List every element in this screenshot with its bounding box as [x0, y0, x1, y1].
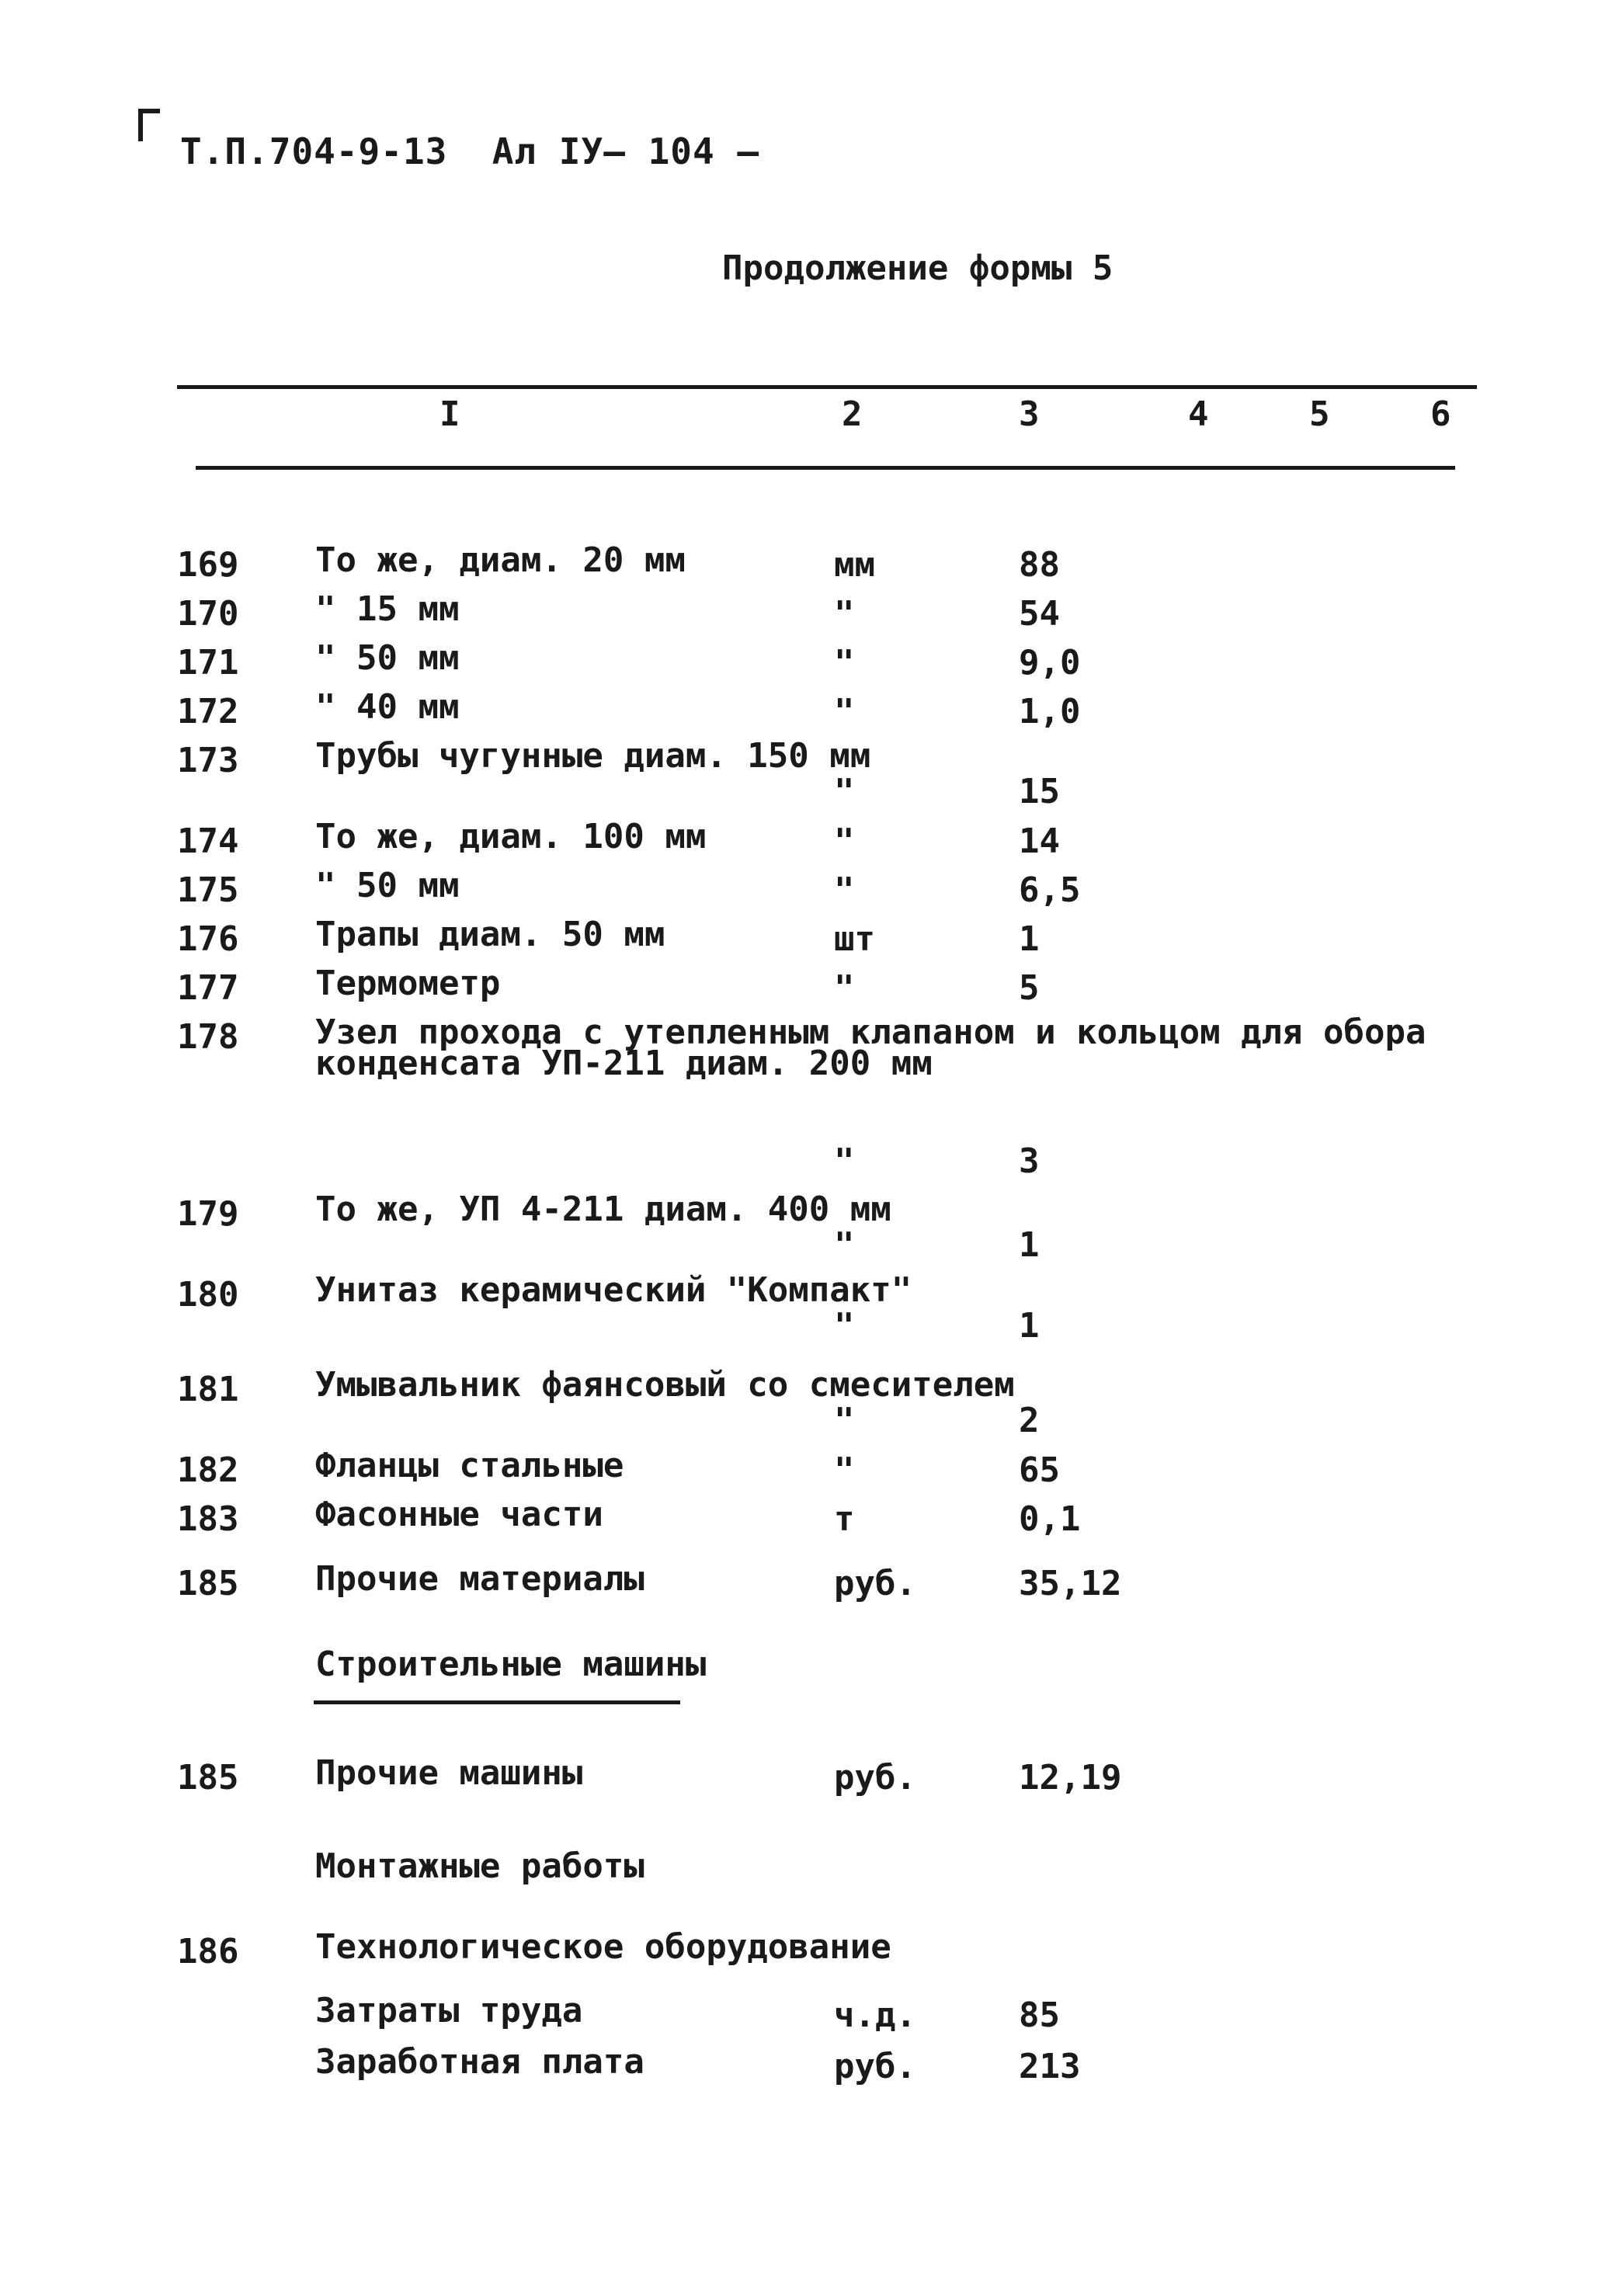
row-number: 183 [177, 1499, 239, 1539]
row-number: 182 [177, 1450, 239, 1490]
row-unit: " [834, 772, 855, 811]
row-name: Узел прохода с утепленным клапаном и кольцом для обора конденсата УП-211 диам. 200 мм [315, 1013, 1426, 1083]
row-quantity: 35,12 [1019, 1564, 1122, 1603]
row-unit: " [834, 870, 855, 910]
row-name: Умывальник фаянсовый со смесителем [315, 1365, 1015, 1405]
row-quantity: 15 [1019, 772, 1060, 811]
row-name: То же, диам. 20 мм [315, 540, 686, 580]
row-quantity: 2 [1019, 1401, 1040, 1440]
row-unit: ч.д. [834, 1996, 916, 2035]
row-name: То же, УП 4-211 диам. 400 мм [315, 1190, 891, 1229]
row-quantity: 88 [1019, 545, 1060, 585]
row-unit: мм [834, 545, 875, 585]
section-title-installation: Монтажные работы [315, 1846, 644, 1886]
row-unit: " [834, 594, 855, 634]
row-unit: шт [834, 919, 875, 959]
row-number: 171 [177, 643, 239, 683]
row-unit: " [834, 968, 855, 1008]
row-name: То же, диам. 100 мм [315, 817, 707, 856]
row-unit: " [834, 1306, 855, 1346]
row-quantity: 85 [1019, 1996, 1060, 2035]
row-unit: " [834, 1401, 855, 1440]
row-quantity: 9,0 [1019, 643, 1081, 683]
column-header-6: 6 [1430, 394, 1451, 434]
row-number: 185 [177, 1758, 239, 1798]
row-unit: " [834, 1141, 855, 1181]
row-name: Трапы диам. 50 мм [315, 915, 665, 954]
row-unit: т [834, 1499, 855, 1539]
row-number: 178 [177, 1017, 239, 1057]
row-unit: " [834, 821, 855, 861]
row-number: 181 [177, 1370, 239, 1409]
column-header-2: 2 [842, 394, 863, 434]
row-quantity: 3 [1019, 1141, 1040, 1181]
row-name: Фасонные части [315, 1495, 603, 1534]
row-unit: " [834, 1450, 855, 1490]
section-underline [314, 1700, 680, 1704]
row-name: Технологическое оборудование [315, 1927, 891, 1967]
table-top-rule [177, 385, 1477, 389]
row-number: 170 [177, 594, 239, 634]
row-quantity: 1 [1019, 1306, 1040, 1346]
row-quantity: 14 [1019, 821, 1060, 861]
row-name: Прочие материалы [315, 1559, 644, 1599]
row-number: 174 [177, 821, 239, 861]
row-unit: " [834, 1225, 855, 1265]
row-name: " 15 мм [315, 589, 460, 629]
row-quantity: 0,1 [1019, 1499, 1081, 1539]
column-header-1: I [439, 394, 460, 434]
row-number: 172 [177, 692, 239, 731]
row-quantity: 1 [1019, 919, 1040, 959]
row-unit: " [834, 692, 855, 731]
row-quantity: 213 [1019, 2047, 1081, 2086]
row-name: " 50 мм [315, 638, 460, 678]
row-unit: руб. [834, 2047, 916, 2086]
form-subtitle: Продолжение формы 5 [722, 248, 1113, 288]
row-name: Термометр [315, 964, 501, 1003]
row-quantity: 1,0 [1019, 692, 1081, 731]
row-number: 173 [177, 741, 239, 780]
document-code: Т.П.704-9-13 Ал IУ— 104 — [180, 130, 760, 172]
column-header-3: 3 [1019, 394, 1040, 434]
row-number: 186 [177, 1932, 239, 1971]
row-number: 176 [177, 919, 239, 959]
row-number: 180 [177, 1275, 239, 1315]
row-number: 179 [177, 1194, 239, 1234]
section-title-machines: Строительные машины [315, 1645, 707, 1684]
row-name: Унитаз керамический "Компакт" [315, 1270, 912, 1310]
row-quantity: 54 [1019, 594, 1060, 634]
row-number: 175 [177, 870, 239, 910]
row-name: " 40 мм [315, 687, 460, 727]
corner-mark [138, 109, 160, 141]
row-unit: руб. [834, 1758, 916, 1798]
row-unit: " [834, 643, 855, 683]
table-header-rule [196, 466, 1455, 470]
row-number: 177 [177, 968, 239, 1008]
row-quantity: 65 [1019, 1450, 1060, 1490]
row-name: Затраты труда [315, 1991, 583, 2030]
row-quantity: 5 [1019, 968, 1040, 1008]
row-number: 185 [177, 1564, 239, 1603]
row-quantity: 1 [1019, 1225, 1040, 1265]
row-quantity: 6,5 [1019, 870, 1081, 910]
row-name: Фланцы стальные [315, 1446, 624, 1485]
row-name: Трубы чугунные диам. 150 мм [315, 736, 871, 776]
row-quantity: 12,19 [1019, 1758, 1122, 1798]
row-unit: руб. [834, 1564, 916, 1603]
row-name: Заработная плата [315, 2042, 644, 2082]
column-header-5: 5 [1309, 394, 1330, 434]
row-name: " 50 мм [315, 866, 460, 905]
row-number: 169 [177, 545, 239, 585]
row-name: Прочие машины [315, 1753, 583, 1793]
column-header-4: 4 [1188, 394, 1209, 434]
